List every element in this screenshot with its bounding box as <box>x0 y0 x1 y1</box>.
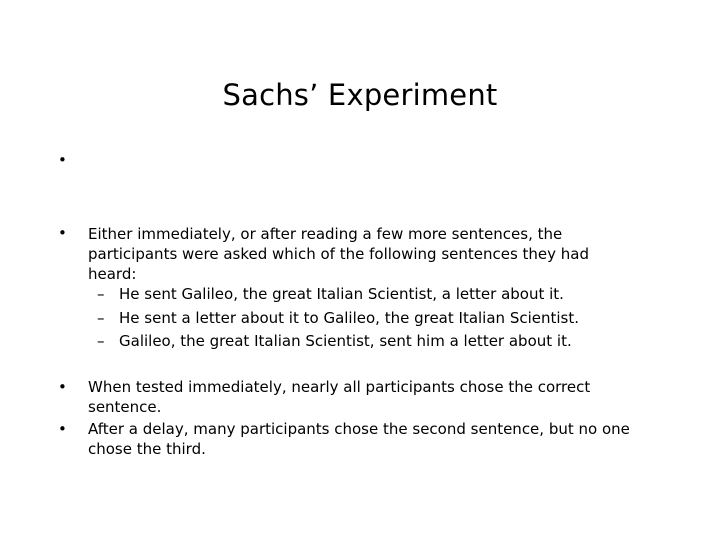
bullet-question <box>58 223 658 287</box>
bullet-text: Either immediately, or after reading a few more sentences, the participants were asked which of the following sentences they had heard: <box>88 225 590 283</box>
bullet-delay-result <box>58 419 658 459</box>
sub-item-text: He sent Galileo, the great Italian Scientist, a letter about it. <box>119 285 564 303</box>
sub-item-text: Galileo, the great Italian Scientist, sent him a letter about it. <box>119 332 572 350</box>
sub-item <box>97 284 657 304</box>
bullet-empty <box>58 150 658 170</box>
dash-marker: – <box>97 285 105 303</box>
bullet-text: After a delay, many participants chose the second sentence, but no one chose the third. <box>88 420 630 458</box>
bullet-text: When tested immediately, nearly all participants chose the correct sentence. <box>88 378 591 416</box>
sub-item <box>97 308 657 328</box>
bullet-dot: • <box>58 151 67 169</box>
bullet-dot: • <box>58 224 67 242</box>
sub-item-text: He sent a letter about it to Galileo, the great Italian Scientist. <box>119 309 580 327</box>
sub-item <box>97 331 657 351</box>
slide-title: Sachs’ Experiment <box>222 78 498 112</box>
bullet-dot: • <box>58 378 67 396</box>
dash-marker: – <box>97 309 105 327</box>
bullet-dot: • <box>58 420 67 438</box>
bullet-immediate-result <box>58 377 658 417</box>
dash-marker: – <box>97 332 105 350</box>
